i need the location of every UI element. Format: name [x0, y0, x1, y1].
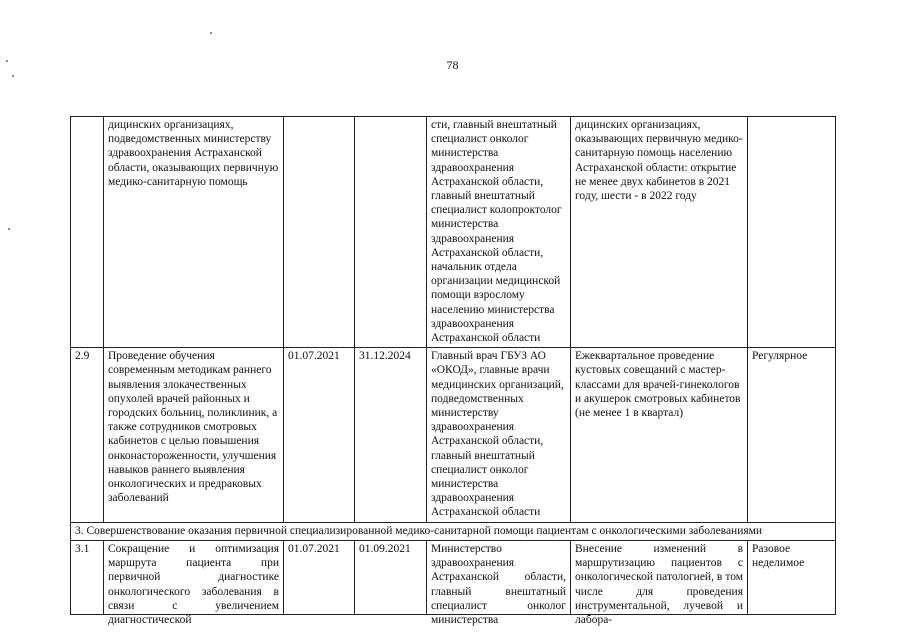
row-number-cell: 3.1	[71, 540, 104, 614]
responsible-cell: сти, главный внештатный специалист онколог министерства здравоохранения Астраханской области, главный внештатный специалист колопроктолог министерства здравоохранения Астраханской области, начальник отдела организации медицинской помощи взрослому населению министерства здравоохранения Астраханской области	[427, 117, 571, 348]
scan-speck	[210, 32, 212, 34]
start-date-cell: 01.07.2021	[284, 348, 355, 522]
activity-text: Сокращение и оптимизация маршрута пациента при первичной диагностике онкологического заболевания в связи с увеличением диагностической	[108, 542, 279, 626]
activity-cell: дицинских организациях, подведомственных министерству здравоохранения Астраханской области, оказывающих первичную медико-санитарную помощь	[104, 117, 284, 348]
responsible-cell: Главный врач ГБУЗ АО «ОКОД», главные врачи медицинских организаций, подведомственных министерству здравоохранения Астраханской области, главный внештатный специалист онколог министерства здравоохранения Астраханской области	[427, 348, 571, 522]
responsible-cell	[427, 540, 571, 626]
activity-cell: Проведение обучения современным методикам раннего выявления злокачественных опухолей врачей районных и городских больниц, поликлиник, а также сотрудников смотровых кабинетов с целью повышения онконастороженности, улучшения навыков раннего выявления онкологических и предраковых заболеваний	[104, 348, 284, 522]
type-cell: Регулярное	[748, 348, 836, 522]
activity-cell	[104, 540, 284, 626]
result-cell	[571, 540, 748, 626]
scan-speck	[8, 228, 10, 230]
type-cell	[748, 540, 836, 614]
result-cell: дицинских организациях, оказывающих первичную медико-санитарную помощь населению Астраханской области: открытие не менее двух кабинетов в 2021 году, шести - в 2022 году	[571, 117, 748, 348]
type-cell	[748, 117, 836, 348]
type-text: Разовое неделимое	[752, 542, 805, 570]
end-date-cell: 31.12.2024	[355, 348, 427, 522]
row-number-cell: 2.9	[71, 348, 104, 522]
section-header-row	[71, 522, 836, 540]
start-date-cell	[284, 117, 355, 348]
scan-speck	[12, 75, 14, 77]
row-number-cell	[71, 117, 104, 348]
page-number: 78	[446, 58, 459, 72]
responsible-text: Министерство здравоохранения Астраханской области, главный внештатный специалист онколог министерства	[431, 542, 566, 626]
table-row	[71, 348, 836, 522]
table-row	[71, 540, 836, 614]
table-row	[71, 117, 836, 348]
measures-table	[70, 116, 836, 626]
end-date-cell: 01.09.2021	[355, 540, 427, 614]
end-date-cell	[355, 117, 427, 348]
section-title: 3. Совершенствование оказания первичной специализированной медико-санитарной помощи пациентам с онкологическими заболеваниями	[71, 522, 836, 540]
result-cell: Ежеквартальное проведение кустовых совещаний с мастер-классами для врачей-гинекологов и акушерок смотровых кабинетов (не менее 1 в квартал)	[571, 348, 748, 522]
start-date-cell: 01.07.2021	[284, 540, 355, 614]
scan-speck	[6, 60, 8, 62]
result-text: Внесение изменений в маршрутизацию пациентов с онкологической патологией, в том числе для проведения инструментальной, лучевой и лабора-	[575, 542, 743, 626]
